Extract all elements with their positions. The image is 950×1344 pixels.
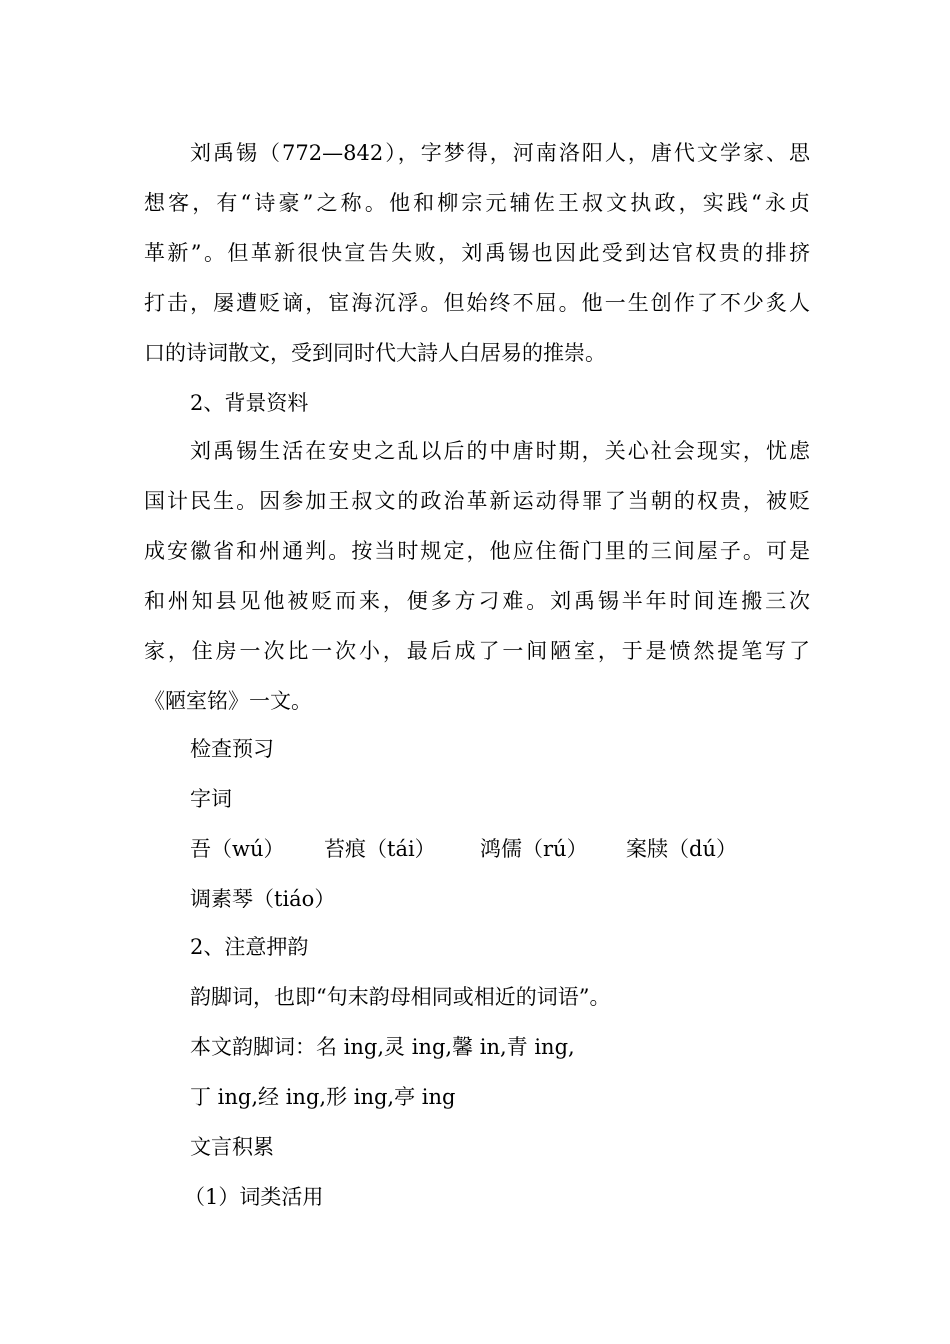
background-line-2: 国计民生。因参加王叔文的政治革新运动得罪了当朝的权贵，被贬: [144, 489, 810, 513]
background-heading: 2、背景资料: [190, 391, 309, 415]
intro-line-5: 口的诗词散文，受到同时代大詩人白居易的推崇。: [144, 341, 606, 365]
rhyme-words-line-2: 丁 ing,经 ing,形 ing,亭 ing: [190, 1085, 456, 1109]
rhyme-words-line-1: 本文韵脚词：名 ing,灵 ing,馨 in,青 ing,: [190, 1035, 575, 1059]
intro-line-2: 想客，有“诗豪”之称。他和柳宗元辅佐王叔文执政，实践“永贞: [144, 191, 810, 215]
vocab-heading: 字词: [190, 787, 232, 811]
classical-heading: 文言积累: [190, 1135, 274, 1159]
intro-line-4: 打击，屡遭贬谪，宦海沉浮。但始终不屈。他一生创作了不少炙人: [144, 291, 810, 315]
preview-heading: 检查预习: [190, 737, 274, 761]
background-line-1: 刘禹锡生活在安史之乱以后的中唐时期，关心社会现实，忧虑: [190, 439, 810, 463]
rhyme-definition: 韵脚词，也即“句末韵母相同或相近的词语”。: [190, 985, 611, 1009]
background-line-3: 成安徽省和州通判。按当时规定，他应住衙门里的三间屋子。可是: [144, 539, 810, 563]
vocab-item: 吾（wú）: [190, 837, 285, 861]
vocab-item: 案牍（dú）: [626, 837, 737, 861]
background-line-4: 和州知县见他被贬而来，便多方刁难。刘禹锡半年时间连搬三次: [144, 589, 810, 613]
classical-subheading: （1）词类活用: [184, 1185, 324, 1209]
background-line-5: 家，住房一次比一次小，最后成了一间陋室，于是愤然提笔写了: [144, 639, 810, 663]
background-line-6: 《陋室铭》一文。: [144, 689, 312, 713]
vocab-item: 鸿儒（rú）: [480, 837, 588, 861]
intro-line-3: 革新”。但革新很快宣告失败，刘禹锡也因此受到达官权贵的排挤: [144, 241, 810, 265]
vocab-item-last: 调素琴（tiáo）: [190, 887, 336, 911]
intro-line-1: 刘禹锡（772—842），字梦得，河南洛阳人，唐代文学家、思: [190, 141, 810, 165]
rhyme-heading: 2、注意押韵: [190, 935, 309, 959]
vocab-item: 苔痕（tái）: [324, 837, 436, 861]
